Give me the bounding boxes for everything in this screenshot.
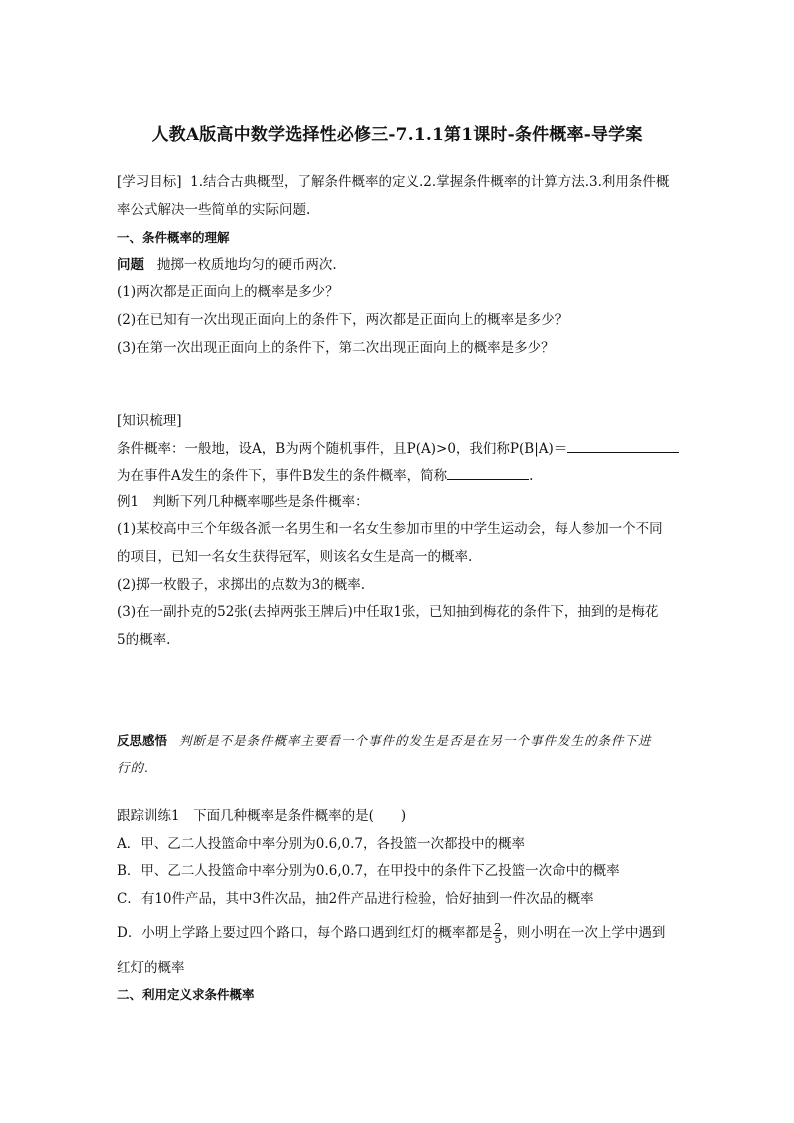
option-d-line-1 <box>117 922 682 945</box>
fraction-denominator: 5 <box>494 933 502 946</box>
option-d-text-a: D．小明上学路上要过四个路口，每个路口遇到红灯的概率都是 <box>117 925 493 941</box>
problem-text: 抛掷一枚质地均匀的硬币两次. <box>156 257 337 273</box>
reflection-text-1: 判断是不是条件概率主要看一个事件的发生是否是在另一个事件发生的条件下进 <box>178 733 652 748</box>
example1-item2: (2)掷一枚骰子，求掷出的点数为3的概率. <box>117 577 366 593</box>
blank-formula <box>567 440 679 453</box>
fraction-two-fifths <box>493 922 502 945</box>
section2-heading: 二、利用定义求条件概率 <box>117 987 255 1002</box>
option-c: C．有10件产品，其中3件次品，抽2件产品进行检验，恰好抽到一件次品的概率 <box>117 891 594 907</box>
example1-item3-line2: 5的概率. <box>117 632 171 648</box>
knowledge-text-2: 为在事件A发生的条件下，事件B发生的条件概率，简称 <box>117 468 448 484</box>
problem-q3: (3)在第一次出现正面向上的条件下，第二次出现正面向上的概率是多少？ <box>117 340 555 356</box>
example1-item1-line1: (1)某校高中三个年级各派一名男生和一名女生参加市里的中学生运动会，每人参加一个不同 <box>117 521 663 537</box>
example1-item3-line1: (3)在一副扑克的52张(去掉两张王牌后)中任取1张，已知抽到梅花的条件下，抽到的是梅花 <box>117 604 659 620</box>
problem-line <box>117 256 682 274</box>
knowledge-line-2 <box>117 467 682 485</box>
fraction-numerator: 2 <box>494 921 502 934</box>
objectives-line-2: 率公式解决一些简单的实际问题. <box>117 202 311 218</box>
reflection-line-1 <box>117 732 682 750</box>
objectives-line-1 <box>117 173 682 191</box>
section1-heading: 一、条件概率的理解 <box>117 230 230 245</box>
objectives-text-1: 1.结合古典概型，了解条件概率的定义.2.掌握条件概率的计算方法.3.利用条件概 <box>190 174 670 190</box>
problem-q2: (2)在已知有一次出现正面向上的条件下，两次都是正面向上的概率是多少？ <box>117 312 569 328</box>
knowledge-label: [知识梳理] <box>117 413 182 429</box>
practice-title: 跟踪训练1 下面几种概率是条件概率的是( ) <box>117 808 407 824</box>
knowledge-line-1 <box>117 440 682 458</box>
option-d-line-2: 红灯的概率 <box>117 960 185 976</box>
problem-q1: (1)两次都是正面向上的概率是多少？ <box>117 284 339 300</box>
problem-label: 问题 <box>117 257 144 273</box>
option-b: B．甲、乙二人投篮命中率分别为0.6,0.7，在甲投中的条件下乙投篮一次命中的概率 <box>117 863 620 879</box>
blank-abbreviation <box>447 467 529 480</box>
option-a: A．甲、乙二人投篮命中率分别为0.6,0.7，各投篮一次都投中的概率 <box>117 836 525 852</box>
objectives-label: [学习目标] <box>117 174 182 190</box>
reflection-line-2: 行的. <box>117 760 149 775</box>
example1-title: 例1 判断下列几种概率哪些是条件概率： <box>117 494 369 510</box>
page-title: 人教A版高中数学选择性必修三-7.1.1第1课时-条件概率-导学案 <box>151 125 643 145</box>
knowledge-period: . <box>529 468 534 484</box>
knowledge-text-1: 条件概率：一般地，设A，B为两个随机事件，且P(A)>0，我们称P(B|A)＝ <box>117 441 568 457</box>
reflection-label: 反思感悟 <box>117 733 168 748</box>
example1-item1-line2: 的项目，已知一名女生获得冠军，则该名女生是高一的概率. <box>117 549 473 565</box>
option-d-text-b: ，则小明在一次上学中遇到 <box>503 925 666 941</box>
